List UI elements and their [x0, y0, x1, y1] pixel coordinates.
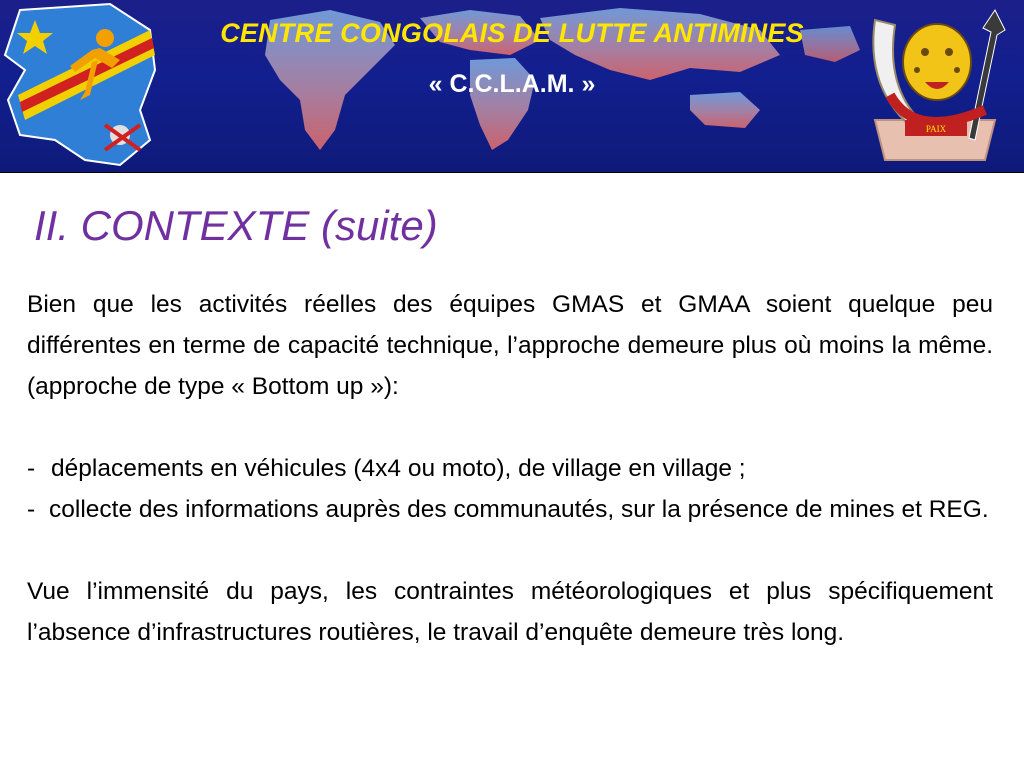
paragraph-approach: Bien que les activités réelles des équipes GMAS et GMAA soient quelque peu différentes en terme de capacité technique, l’approche demeure plus où moins la même. (approche de type « Bottom up »):: [27, 291, 993, 400]
coat-of-arms-emblem: [855, 0, 1024, 172]
bullet-marker: -: [27, 455, 36, 482]
organization-acronym: « C.C.L.A.M. »: [428, 70, 596, 98]
slide-body: [27, 284, 993, 653]
bullet-text: collecte des informations auprès des communautés, sur la présence de mines et REG.: [49, 496, 989, 523]
bullet-text: déplacements en véhicules (4x4 ou moto), de village en village ;: [51, 455, 746, 482]
organization-name: CENTRE CONGOLAIS DE LUTTE ANTIMINES: [220, 18, 804, 48]
bullet-item: [27, 489, 993, 530]
paragraph-constraints: Vue l’immensité du pays, les contraintes météorologiques et plus spécifiquement l’absence d’infrastructures routières, le travail d’enquête demeure très long.: [27, 578, 993, 646]
bullet-marker: -: [27, 496, 36, 523]
bullet-item: [27, 448, 993, 489]
motto-paix: PAIX: [925, 124, 947, 134]
header-banner: [0, 0, 1024, 173]
slide-heading: II. CONTEXTE (suite): [34, 202, 438, 249]
